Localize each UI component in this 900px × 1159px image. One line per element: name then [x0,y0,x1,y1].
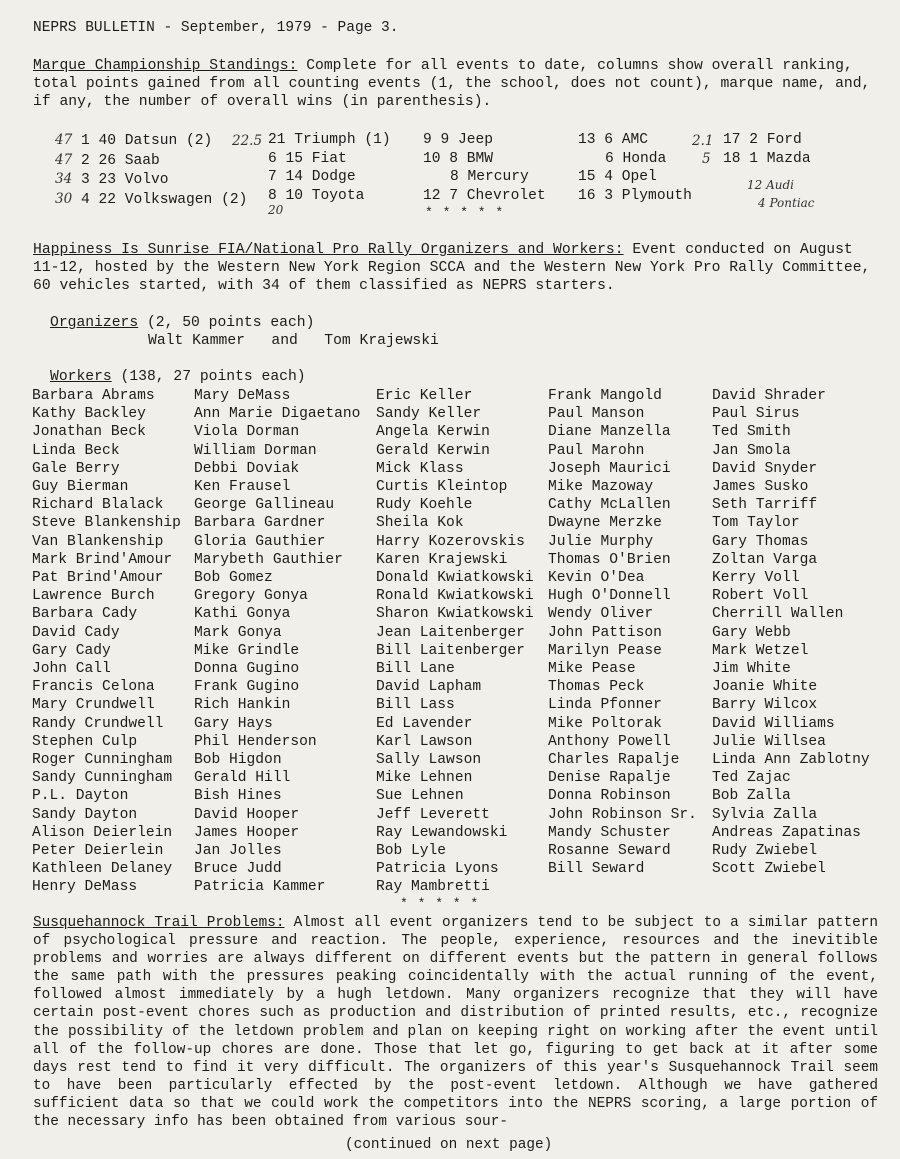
worker-name: Paul Marohn [548,442,645,459]
marque-text: Complete for all events to date, columns show overall ranking, total points gained from all counting events (1, the school, does not count), marque name, and, if any, the number of overall wins (in parenthesis). [33,58,871,110]
worker-name: Anthony Powell [548,733,671,750]
section-divider: * * * * * [400,896,480,911]
worker-name: Mick Klass [376,460,464,477]
marque-row: 8 10 Toyota [268,187,365,204]
marque-row: 18 1 Mazda [723,150,811,167]
worker-name: Roger Cunningham [32,752,173,769]
marque-row: 4 22 Volkswagen (2) [80,191,248,208]
workers-info: (138, 27 points each) [111,369,306,385]
worker-name: John Call [32,661,111,678]
workers-column-2 [194,387,360,897]
worker-name: Jan Jolles [194,843,282,860]
worker-name: Kathi Gonya [194,606,291,623]
handwritten-note: 2.1 [692,133,714,149]
worker-name: Frank Gugino [194,679,300,696]
worker-name: John Pattison [548,624,662,641]
susquehannock-title: Susquehannock Trail Problems: [33,915,285,931]
worker-name: Mike Pease [548,661,636,678]
marque-col-5 [723,131,811,168]
worker-name: Rudy Koehle [376,497,473,514]
marque-title: Marque Championship Standings: [33,58,298,74]
organizers-heading [50,315,314,331]
page-header: NEPRS BULLETIN - September, 1979 - Page 3. [33,20,399,36]
worker-name: Wendy Oliver [548,606,654,623]
worker-name: David Williams [712,715,835,732]
worker-name: Van Blankenship [32,533,164,550]
worker-name: Jeff Leverett [376,806,490,823]
worker-name: Debbi Doviak [194,460,300,477]
marque-row: 8 Mercury [450,169,529,185]
marque-col-3 [423,131,546,205]
worker-name: David Shrader [712,388,826,404]
worker-name: Ted Zajac [712,770,791,787]
worker-name: Andreas Zapatinas [712,824,861,841]
worker-name: David Snyder [712,460,818,477]
worker-name: Gerald Kerwin [376,442,490,459]
handwritten-note: 34 [55,171,73,187]
worker-name: Kathleen Delaney [32,861,173,878]
worker-name: Gary Thomas [712,533,809,550]
worker-name: Lawrence Burch [32,588,155,605]
worker-name: Kathy Backley [32,406,146,423]
worker-name: Cathy McLallen [548,497,671,514]
worker-name: Mandy Schuster [548,824,671,841]
worker-name: Randy Crundwell [32,715,164,732]
worker-name: Mike Lehnen [376,770,473,787]
workers-column-3 [376,387,534,897]
worker-name: Diane Manzella [548,424,671,441]
worker-name: Charles Rapalje [548,752,680,769]
happiness-text: Event conducted on August 11-12, hosted by the Western New York Region SCCA and the Western New York Pro Rally Committee, 60 vehicles started, with 34 of them classified as NEPRS starters. [33,242,871,294]
workers-column-4 [548,387,697,878]
worker-name: Pat Brind'Amour [32,570,164,587]
worker-name: Alison Deierlein [32,824,173,841]
worker-name: Scott Zwiebel [712,861,826,878]
worker-name: Ken Frausel [194,479,291,496]
worker-name: Sue Lehnen [376,788,464,805]
worker-name: Kerry Voll [712,570,800,587]
worker-name: Karen Krajewski [376,551,508,568]
marque-row: 10 8 BMW [423,150,494,167]
worker-name: Barbara Cady [32,606,138,623]
worker-name: Mary DeMass [194,388,291,404]
worker-name: Paul Sirus [712,406,800,423]
handwritten-note: 12 Audi [747,178,794,192]
handwritten-note: 22.5 [232,133,263,149]
worker-name: Julie Willsea [712,733,826,750]
marque-row: 15 4 Opel [578,169,657,185]
worker-name: Gerald Hill [194,770,291,787]
handwritten-note: 47 [55,151,73,168]
worker-name: Ted Smith [712,424,791,441]
worker-name: P.L. Dayton [32,788,129,805]
worker-name: Marybeth Gauthier [194,551,343,568]
worker-name: Sylvia Zalla [712,806,818,823]
worker-name: Thomas O'Brien [548,551,671,568]
worker-name: Henry DeMass [32,879,138,896]
worker-name: Francis Celona [32,679,155,696]
worker-name: Seth Tarriff [712,497,818,514]
marque-col-1 [55,131,247,209]
worker-name: Ronald Kwiatkowski [376,588,534,605]
worker-name: George Gallineau [194,497,335,514]
worker-name: Mike Grindle [194,642,300,659]
happiness-intro [33,241,878,295]
marque-row: 9 9 Jeep [423,132,494,148]
worker-name: Richard Blalack [32,497,164,514]
worker-name: Bob Zalla [712,788,791,805]
worker-name: William Dorman [194,442,317,459]
worker-name: Ann Marie Digaetano [194,406,361,423]
worker-name: John Robinson Sr. [548,806,697,823]
marque-row: 1 40 Datsun (2) [80,133,213,149]
marque-row: 7 14 Dodge [268,169,356,185]
worker-name: Mike Mazoway [548,479,654,496]
worker-name: Donna Robinson [548,788,671,805]
worker-name: Gary Cady [32,642,111,659]
susquehannock-paragraph [33,914,878,1131]
worker-name: Donald Kwiatkowski [376,570,534,587]
worker-name: Kevin O'Dea [548,570,645,587]
worker-name: Jean Laitenberger [376,624,525,641]
workers-label: Workers [50,369,112,385]
worker-name: Ed Lavender [376,715,473,732]
worker-name: Cherrill Wallen [712,606,844,623]
susquehannock-text: Almost all event organizers tend to be subject to a similar pattern of psychological pressure and reaction. The people, experience, resources and the inevitible problems and worries are always different on different events but the pattern in general follows the same path with the pressures peaking coincidentally with the actual running of the event, followed almost immediately by a hugh letdown. Many organizers recognize that they will have certain post-event chores such as production and distribution of printed results, etc., recognize the possibility of the letdown problem and plan on keeping right on working after the event until all of the follow-up chores are done. Those that let go, figuring to get back at it after some days rest tend to find it very difficult. The organizers of this year's Susquehannock Trail seem to have been particularly effected by the post-event letdown. Although we have gathered sufficient data so that we could work the competitors into the NEPRS scoring, a large portion of the necessary info has been obtained from various sour- [33,915,878,1131]
marque-col-4 [578,131,692,205]
worker-name: Patricia Lyons [376,861,499,878]
worker-name: Frank Mangold [548,388,662,404]
worker-name: Peter Deierlein [32,843,164,860]
worker-name: Zoltan Varga [712,551,818,568]
worker-name: Sally Lawson [376,752,482,769]
workers-column-1 [32,387,181,897]
organizers-info: (2, 50 points each) [138,315,315,331]
worker-name: David Lapham [376,679,482,696]
worker-name: Barbara Abrams [32,388,155,404]
worker-name: Sheila Kok [376,515,464,532]
handwritten-note: 30 [55,190,73,207]
worker-name: Sharon Kwiatkowski [376,606,534,623]
worker-name: Guy Bierman [32,479,129,496]
handwritten-note: 47 [55,132,73,148]
handwritten-note: 20 [268,203,284,217]
worker-name: Denise Rapalje [548,770,671,787]
worker-name: Mark Wetzel [712,642,809,659]
worker-name: Phil Henderson [194,733,317,750]
worker-name: Mary Crundwell [32,697,155,714]
worker-name: Rich Hankin [194,697,291,714]
worker-name: Donna Gugino [194,661,300,678]
worker-name: Gregory Gonya [194,588,308,605]
worker-name: Bob Lyle [376,843,447,860]
worker-name: Mark Gonya [194,624,282,641]
worker-name: Julie Murphy [548,533,654,550]
worker-name: Joseph Maurici [548,460,671,477]
marque-row: 12 7 Chevrolet [423,187,546,204]
worker-name: Paul Manson [548,406,645,423]
worker-name: Jonathan Beck [32,424,146,441]
worker-name: Hugh O'Donnell [548,588,671,605]
marque-col-2 [268,131,391,205]
marque-intro [33,57,878,111]
worker-name: Bill Seward [548,861,645,878]
worker-name: David Hooper [194,806,300,823]
marque-row: 21 Triumph (1) [268,132,391,148]
worker-name: David Cady [32,624,120,641]
worker-name: Patricia Kammer [194,879,326,896]
worker-name: Linda Beck [32,442,120,459]
worker-name: Bob Gomez [194,570,273,587]
worker-name: Linda Ann Zablotny [712,752,870,769]
worker-name: Robert Voll [712,588,809,605]
happiness-title: Happiness Is Sunrise FIA/National Pro Rally Organizers and Workers: [33,242,624,258]
worker-name: Bruce Judd [194,861,282,878]
handwritten-note: 5 [702,151,711,167]
worker-name: Thomas Peck [548,679,645,696]
organizers-label: Organizers [50,315,139,331]
worker-name: Gary Webb [712,624,791,641]
marque-row: 16 3 Plymouth [578,187,692,204]
worker-name: Barry Wilcox [712,697,818,714]
organizers-names: Walt Kammer and Tom Krajewski [148,333,439,349]
continued-note: (continued on next page) [345,1137,553,1153]
worker-name: Linda Pfonner [548,697,662,714]
worker-name: Eric Keller [376,388,473,404]
worker-name: Stephen Culp [32,733,138,750]
worker-name: Mike Poltorak [548,715,662,732]
worker-name: Angela Kerwin [376,424,490,441]
workers-column-5 [712,387,870,878]
worker-name: Marilyn Pease [548,642,662,659]
worker-name: Ray Mambretti [376,879,490,896]
worker-name: Sandy Dayton [32,806,138,823]
worker-name: Mark Brind'Amour [32,551,173,568]
worker-name: Bish Hines [194,788,282,805]
worker-name: Jan Smola [712,442,791,459]
marque-row: 2 26 Saab [80,152,160,169]
worker-name: Gale Berry [32,460,120,477]
worker-name: Curtis Kleintop [376,479,508,496]
worker-name: Rosanne Seward [548,843,671,860]
worker-name: James Hooper [194,824,300,841]
handwritten-note: 4 Pontiac [758,196,815,210]
worker-name: Bill Laitenberger [376,642,525,659]
worker-name: Ray Lewandowski [376,824,508,841]
worker-name: Bill Lane [376,661,455,678]
worker-name: Joanie White [712,679,818,696]
worker-name: Bob Higdon [194,752,282,769]
workers-heading [50,369,306,385]
worker-name: Harry Kozerovskis [376,533,525,550]
worker-name: Karl Lawson [376,733,473,750]
worker-name: Jim White [712,661,791,678]
worker-name: Bill Lass [376,697,455,714]
worker-name: Sandy Keller [376,406,482,423]
marque-row: 13 6 AMC [578,132,649,148]
marque-row: 6 15 Fiat [268,150,347,167]
worker-name: Steve Blankenship [32,515,181,532]
worker-name: Sandy Cunningham [32,770,173,787]
worker-name: Rudy Zwiebel [712,843,818,860]
worker-name: Dwayne Merzke [548,515,662,532]
section-divider: * * * * * [425,205,505,220]
marque-row: 17 2 Ford [723,132,802,148]
worker-name: Viola Dorman [194,424,300,441]
worker-name: Barbara Gardner [194,515,326,532]
worker-name: Gary Hays [194,715,273,732]
worker-name: James Susko [712,479,809,496]
marque-row: 3 23 Volvo [80,172,169,188]
worker-name: Gloria Gauthier [194,533,326,550]
worker-name: Tom Taylor [712,515,800,532]
marque-row: 6 Honda [605,150,667,167]
